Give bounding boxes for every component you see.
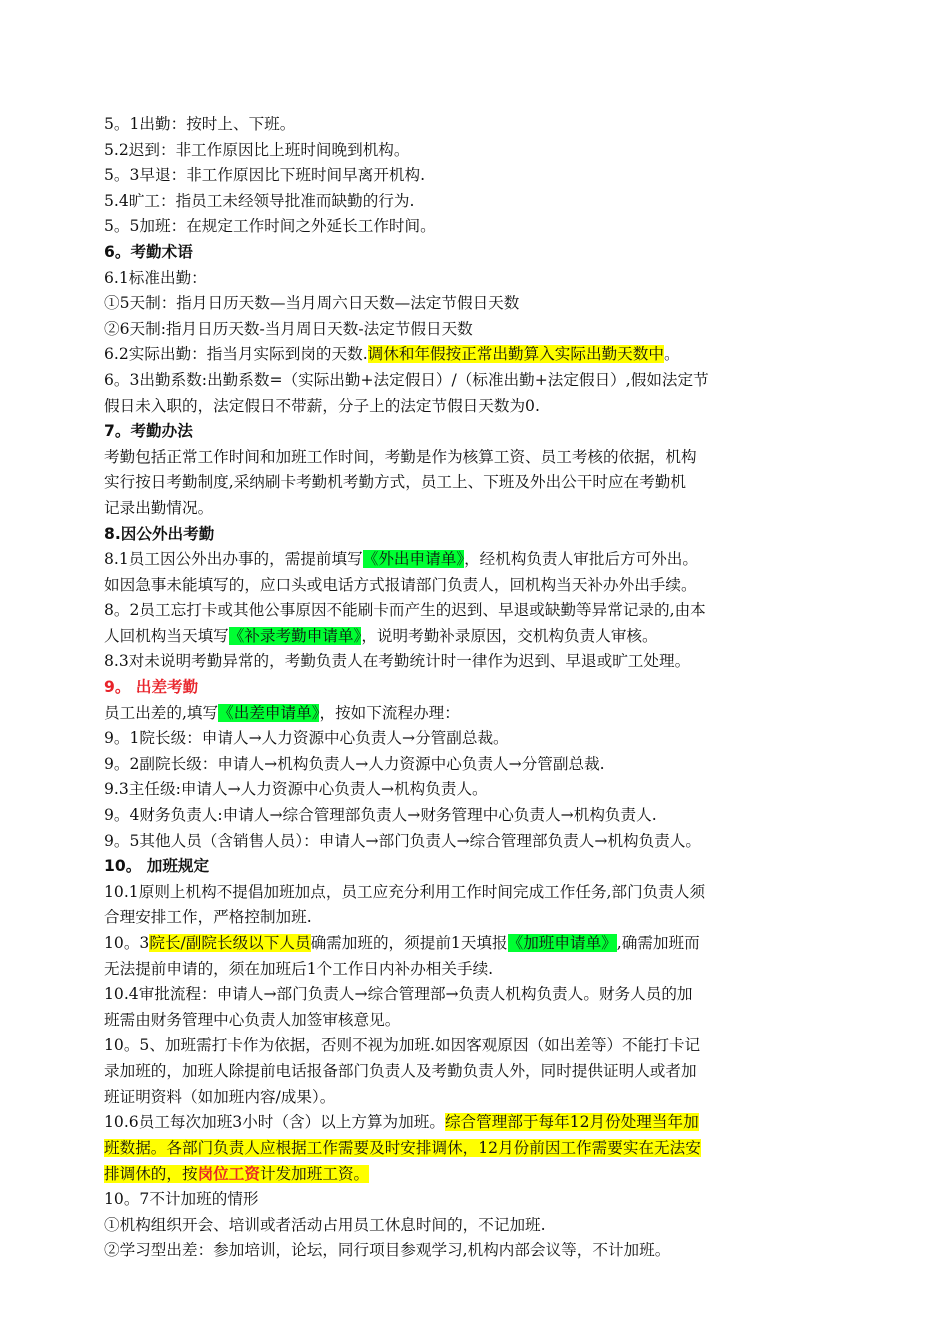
text-line: 记录出勤情况。: [104, 498, 214, 517]
text-line: [104, 1136, 849, 1162]
text-span: 10。3: [104, 934, 150, 952]
form-name-highlight: 《外出申请单》: [362, 550, 465, 569]
text-line: 9。5其他人员（含销售人员）：申请人→部门负责人→综合管理部负责人→机构负责人。: [104, 831, 702, 850]
text-line: ①机构组织开会、培训或者活动占用员工休息时间的，不记加班.: [104, 1215, 546, 1234]
text-line: 6。3出勤系数:出勤系数=（实际出勤+法定假日）/（标准出勤+法定假日）,假如法定节: [104, 370, 709, 389]
text-line: 录加班的，加班人除提前电话报备部门负责人及考勤负责人外，同时提供证明人或者加: [104, 1061, 697, 1080]
text-line: 10。5、加班需打卡作为依据，否则不视为加班.如因客观原因（如出差等）不能打卡记: [104, 1036, 701, 1055]
section-heading: 9。 出差考勤: [104, 678, 199, 697]
highlight-yellow: 调休和年假按正常出勤算入实际出勤天数中: [367, 345, 664, 364]
text-line: 8。2员工忘打卡或其他公事原因不能刷卡而产生的迟到、早退或缺勤等异常记录的,由本: [104, 601, 706, 620]
text-line: 5。3早退：非工作原因比下班时间早离开机构.: [104, 166, 426, 185]
section-heading: 10。 加班规定: [104, 857, 210, 876]
text-line: 5。1出勤：按时上、下班。: [104, 115, 296, 133]
text-line: [104, 1110, 849, 1136]
text-span: ，说明考勤补录原因，交机构负责人审核。: [361, 626, 658, 645]
highlight-yellow: 班数据。各部门负责人应根据工作需要及时安排调休，12月份前因工作需要实在无法安: [104, 1138, 701, 1157]
text-line: 班需由财务管理中心负责人加签审核意见。: [104, 1010, 401, 1029]
text-line: 假日未入职的，法定假日不带薪，分子上的法定节假日天数为0.: [104, 396, 540, 415]
text-span: 排调休的，按: [104, 1165, 198, 1184]
text-line: 9.3主任级:申请人→人力资源中心负责人→机构负责人。: [104, 780, 488, 799]
text-span: 计发加班工资。: [259, 1165, 370, 1184]
text-line: 考勤包括正常工作时间和加班工作时间，考勤是作为核算工资、员工考核的依据，机构: [104, 447, 697, 466]
text-line: [104, 701, 849, 727]
text-span: 人回机构当天填写: [104, 626, 229, 645]
text-line: [104, 342, 849, 368]
text-span: 。: [663, 345, 680, 364]
text-line: 5。5加班：在规定工作时间之外延长工作时间。: [104, 217, 436, 236]
text-line: 班证明资料（如加班内容/成果）。: [104, 1087, 336, 1106]
text-line: 8.3对未说明考勤异常的，考勤负责人在考勤统计时一律作为迟到、早退或旷工处理。: [104, 652, 691, 671]
text-line: 10.4审批流程：申请人→部门负责人→综合管理部→负责人机构负责人。财务人员的加: [104, 985, 693, 1004]
highlight-yellow: 综合管理部于每年12月份处理当年加: [444, 1113, 699, 1132]
form-name-highlight: 《出差申请单》: [218, 703, 320, 722]
text-line: 合理安排工作，严格控制加班.: [104, 908, 312, 927]
text-line: 9。1院长级：申请人→人力资源中心负责人→分管副总裁。: [104, 729, 509, 748]
text-line: [104, 931, 849, 957]
text-span: ,确需加班而: [616, 934, 700, 952]
section-heading: 7。考勤办法: [104, 422, 193, 441]
text-span: 8.1员工因公外出办事的，需提前填写: [104, 550, 363, 569]
text-line: 5.4旷工：指员工未经领导批准而缺勤的行为.: [104, 191, 415, 210]
text-line: [104, 624, 849, 650]
form-name-highlight: 《加班申请单》: [507, 934, 617, 952]
section-heading: 6。考勤术语: [104, 242, 193, 261]
document-body: [104, 112, 849, 1264]
text-line: [104, 1161, 849, 1187]
highlight-yellow: [104, 1165, 369, 1183]
emphasis-red: 岗位工资: [197, 1164, 260, 1184]
text-line: 10。7不计加班的情形: [104, 1189, 259, 1208]
section-heading: 8.因公外出考勤: [104, 524, 215, 543]
text-span: 10.6员工每次加班3小时（含）以上方算为加班。: [104, 1113, 445, 1132]
text-line: ②学习型出差：参加培训，论坛，同行项目参观学习,机构内部会议等，不计加班。: [104, 1241, 671, 1260]
text-span: 员工出差的,填写: [104, 703, 219, 722]
text-span: ，经机构负责人审批后方可外出。: [464, 550, 698, 569]
text-line: 实行按日考勤制度,采纳刷卡考勤机考勤方式，员工上、下班及外出公干时应在考勤机: [104, 473, 686, 492]
text-line: [104, 547, 849, 573]
text-span: 6.2实际出勤：指当月实际到岗的天数.: [104, 345, 368, 364]
text-line: 5.2迟到：非工作原因比上班时间晚到机构。: [104, 140, 410, 159]
text-span: 确需加班的，须提前1天填报: [310, 934, 508, 952]
text-line: ①5天制：指月日历天数—当月周六日天数—法定节假日天数: [104, 294, 520, 313]
text-line: 无法提前申请的，须在加班后1个工作日内补办相关手续.: [104, 959, 494, 978]
form-name-highlight: 《补录考勤申请单》: [228, 626, 362, 645]
text-line: 10.1原则上机构不提倡加班加点，员工应充分利用工作时间完成工作任务,部门负责人须: [104, 882, 706, 901]
highlight-yellow: 院长/副院长级以下人员: [149, 934, 311, 952]
text-span: ，按如下流程办理：: [319, 703, 460, 722]
text-line: 如因急事未能填写的，应口头或电话方式报请部门负责人，回机构当天补办外出手续。: [104, 575, 697, 594]
text-line: 9。2副院长级：申请人→机构负责人→人力资源中心负责人→分管副总裁.: [104, 754, 605, 773]
text-line: 6.1标准出勤：: [104, 268, 207, 287]
text-line: ②6天制:指月日历天数-当月周日天数-法定节假日天数: [104, 319, 473, 338]
text-line: 9。4财务负责人:申请人→综合管理部负责人→财务管理中心负责人→机构负责人.: [104, 806, 657, 825]
